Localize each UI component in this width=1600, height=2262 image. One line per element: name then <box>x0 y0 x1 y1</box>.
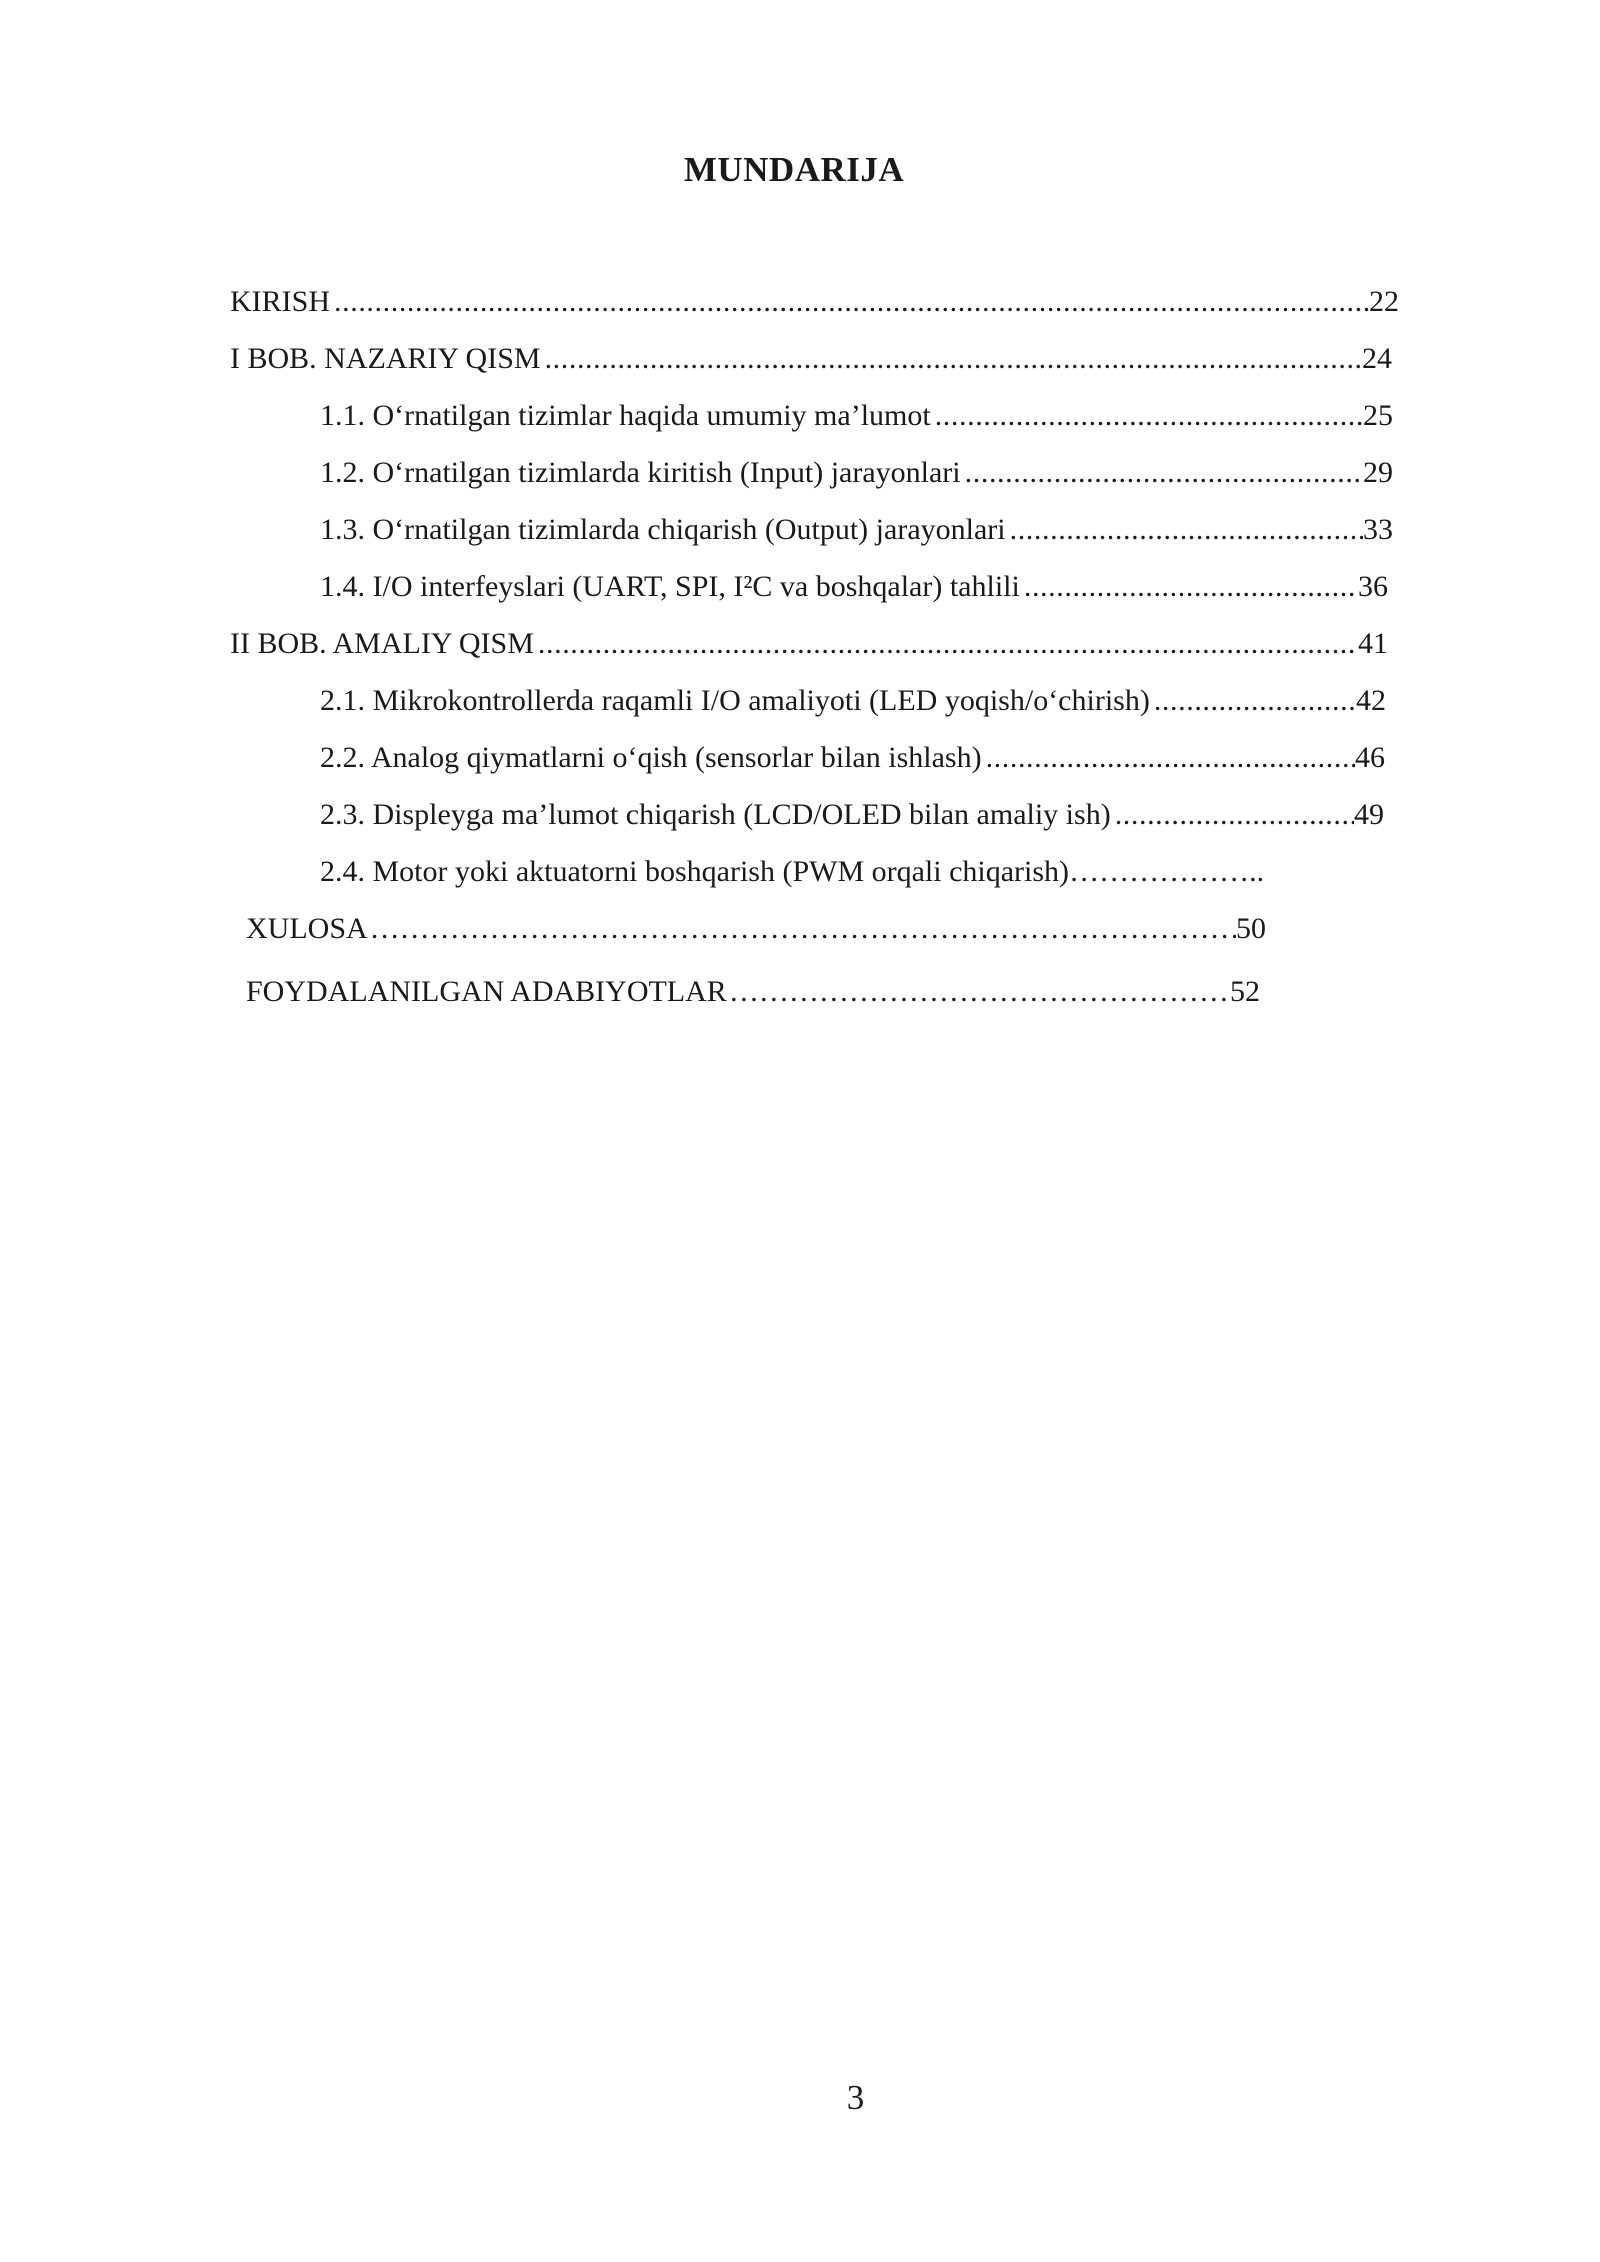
toc-entry-label: 1.4. I/O interfeyslari (UART, SPI, I²C va boshqalar) tahlili <box>320 570 1020 603</box>
dot-leader <box>368 909 1236 949</box>
toc-entry-label: 2.4. Motor yoki aktuatorni boshqarish (PWM orqali chiqarish) <box>320 855 1070 888</box>
dot-leader <box>1020 567 1358 607</box>
toc-entry-1-2[interactable] <box>320 453 1393 493</box>
toc-entry-2-4[interactable] <box>320 852 1264 892</box>
toc-entry-page: 49 <box>1354 798 1384 831</box>
toc-entry-foydalanilgan-adabiyotlar[interactable] <box>246 972 1260 1012</box>
toc-entry-2-2[interactable] <box>320 738 1385 778</box>
toc-entry-chapter-2[interactable] <box>230 624 1388 664</box>
toc-entry-label: 1.2. O‘rnatilgan tizimlarda kiritish (Input) jarayonlari <box>320 456 961 489</box>
toc-entry-xulosa[interactable] <box>246 909 1266 949</box>
toc-entry-page: 46 <box>1355 741 1385 774</box>
toc-entry-kirish[interactable] <box>230 282 1399 322</box>
toc-entry-page: 33 <box>1363 513 1393 546</box>
toc-entry-page: 25 <box>1363 399 1393 432</box>
toc-entry-page: 52 <box>1230 975 1260 1008</box>
dot-leader <box>982 738 1355 778</box>
dot-leader <box>1006 510 1363 550</box>
dot-leader <box>541 339 1362 379</box>
dot-leader <box>961 453 1363 493</box>
toc-entry-1-3[interactable] <box>320 510 1393 550</box>
toc-entry-page: .. <box>1249 855 1265 888</box>
toc-entry-label: 2.3. Displeyga ma’lumot chiqarish (LCD/OLED bilan amaliy ish) <box>320 798 1111 831</box>
toc-entry-label: 1.1. O‘rnatilgan tizimlar haqida umumiy ma’lumot <box>320 399 931 432</box>
toc-entry-label: II BOB. AMALIY QISM <box>230 627 534 660</box>
page-title: MUNDARIJA <box>683 150 905 189</box>
toc-entry-1-4[interactable] <box>320 567 1388 607</box>
toc-entry-label: I BOB. NAZARIY QISM <box>230 342 541 375</box>
toc-entry-page: 41 <box>1358 627 1388 660</box>
toc-entry-1-1[interactable] <box>320 396 1393 436</box>
dot-leader <box>1111 795 1354 835</box>
ellipsis-leader: ……………… <box>1069 855 1250 888</box>
dot-leader <box>1150 681 1356 721</box>
page-number: 3 <box>846 2078 865 2117</box>
toc-entry-page: 42 <box>1356 684 1386 717</box>
toc-entry-label: KIRISH <box>230 285 331 318</box>
toc-entry-page: 50 <box>1236 912 1266 945</box>
toc-entry-page: 22 <box>1369 285 1399 318</box>
toc-entry-label: XULOSA <box>246 912 368 945</box>
toc-entry-label: 2.2. Analog qiymatlarni o‘qish (sensorlar bilan ishlash) <box>320 741 982 774</box>
toc-entry-label: 1.3. O‘rnatilgan tizimlarda chiqarish (Output) jarayonlari <box>320 513 1006 546</box>
dot-leader <box>534 624 1358 664</box>
toc-entry-chapter-1[interactable] <box>230 339 1392 379</box>
toc-entry-page: 29 <box>1363 456 1393 489</box>
dot-leader <box>330 282 1369 322</box>
toc-entry-label: FOYDALANILGAN ADABIYOTLAR <box>246 975 727 1008</box>
toc-entry-2-3[interactable] <box>320 795 1384 835</box>
dot-leader <box>727 972 1230 1012</box>
toc-entry-page: 36 <box>1358 570 1388 603</box>
toc-entry-label: 2.1. Mikrokontrollerda raqamli I/O amaliyoti (LED yoqish/o‘chirish) <box>320 684 1150 717</box>
toc-entry-2-1[interactable] <box>320 681 1386 721</box>
toc-entry-page: 24 <box>1362 342 1392 375</box>
dot-leader <box>931 396 1363 436</box>
